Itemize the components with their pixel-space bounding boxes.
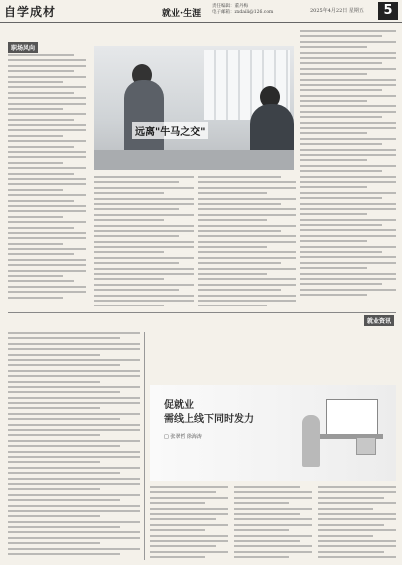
- top-article-column-2: [94, 176, 194, 306]
- section-name: 就业·生涯: [162, 9, 202, 19]
- top-article-column-1: [8, 54, 86, 304]
- photo-title: 远离"牛马之交": [132, 122, 208, 139]
- shopper-illustration: [302, 415, 320, 467]
- section-tag-bottom: 就业资讯: [364, 315, 394, 326]
- bottom-article-column-1: [8, 332, 140, 560]
- page-header: [0, 0, 402, 23]
- bottom-article-column-2: [150, 486, 228, 560]
- column-rule: [144, 332, 145, 560]
- section-tag-top: 职场风向: [8, 42, 38, 53]
- top-article-column-3: [198, 176, 296, 306]
- laptop-illustration: [326, 399, 378, 435]
- editor-email: 电子邮箱：zxdaili@126.com: [212, 10, 274, 15]
- article-divider: [8, 312, 396, 313]
- editor-name: 责任编辑：董丹梅: [212, 4, 248, 9]
- top-article-photo: [94, 46, 294, 170]
- title-line-1: 促就业: [164, 400, 194, 411]
- bottom-article-title: [164, 399, 254, 427]
- masthead: 自学成材: [4, 5, 57, 19]
- bottom-article-column-3: [234, 486, 312, 560]
- bottom-article-author: □ 张翠哲 徐海涛: [164, 434, 202, 440]
- top-article-column-right: [300, 30, 396, 310]
- bottom-article-banner: [150, 385, 396, 481]
- title-line-2: 需线上线下同时发力: [164, 414, 254, 425]
- bottom-article-column-4: [318, 486, 396, 560]
- shopping-bag-illustration: [356, 437, 376, 455]
- issue-date: 2025年4月22日 星期五: [310, 8, 364, 14]
- page-number: 5: [378, 2, 398, 20]
- desk: [94, 150, 294, 170]
- editor-info: [212, 4, 273, 16]
